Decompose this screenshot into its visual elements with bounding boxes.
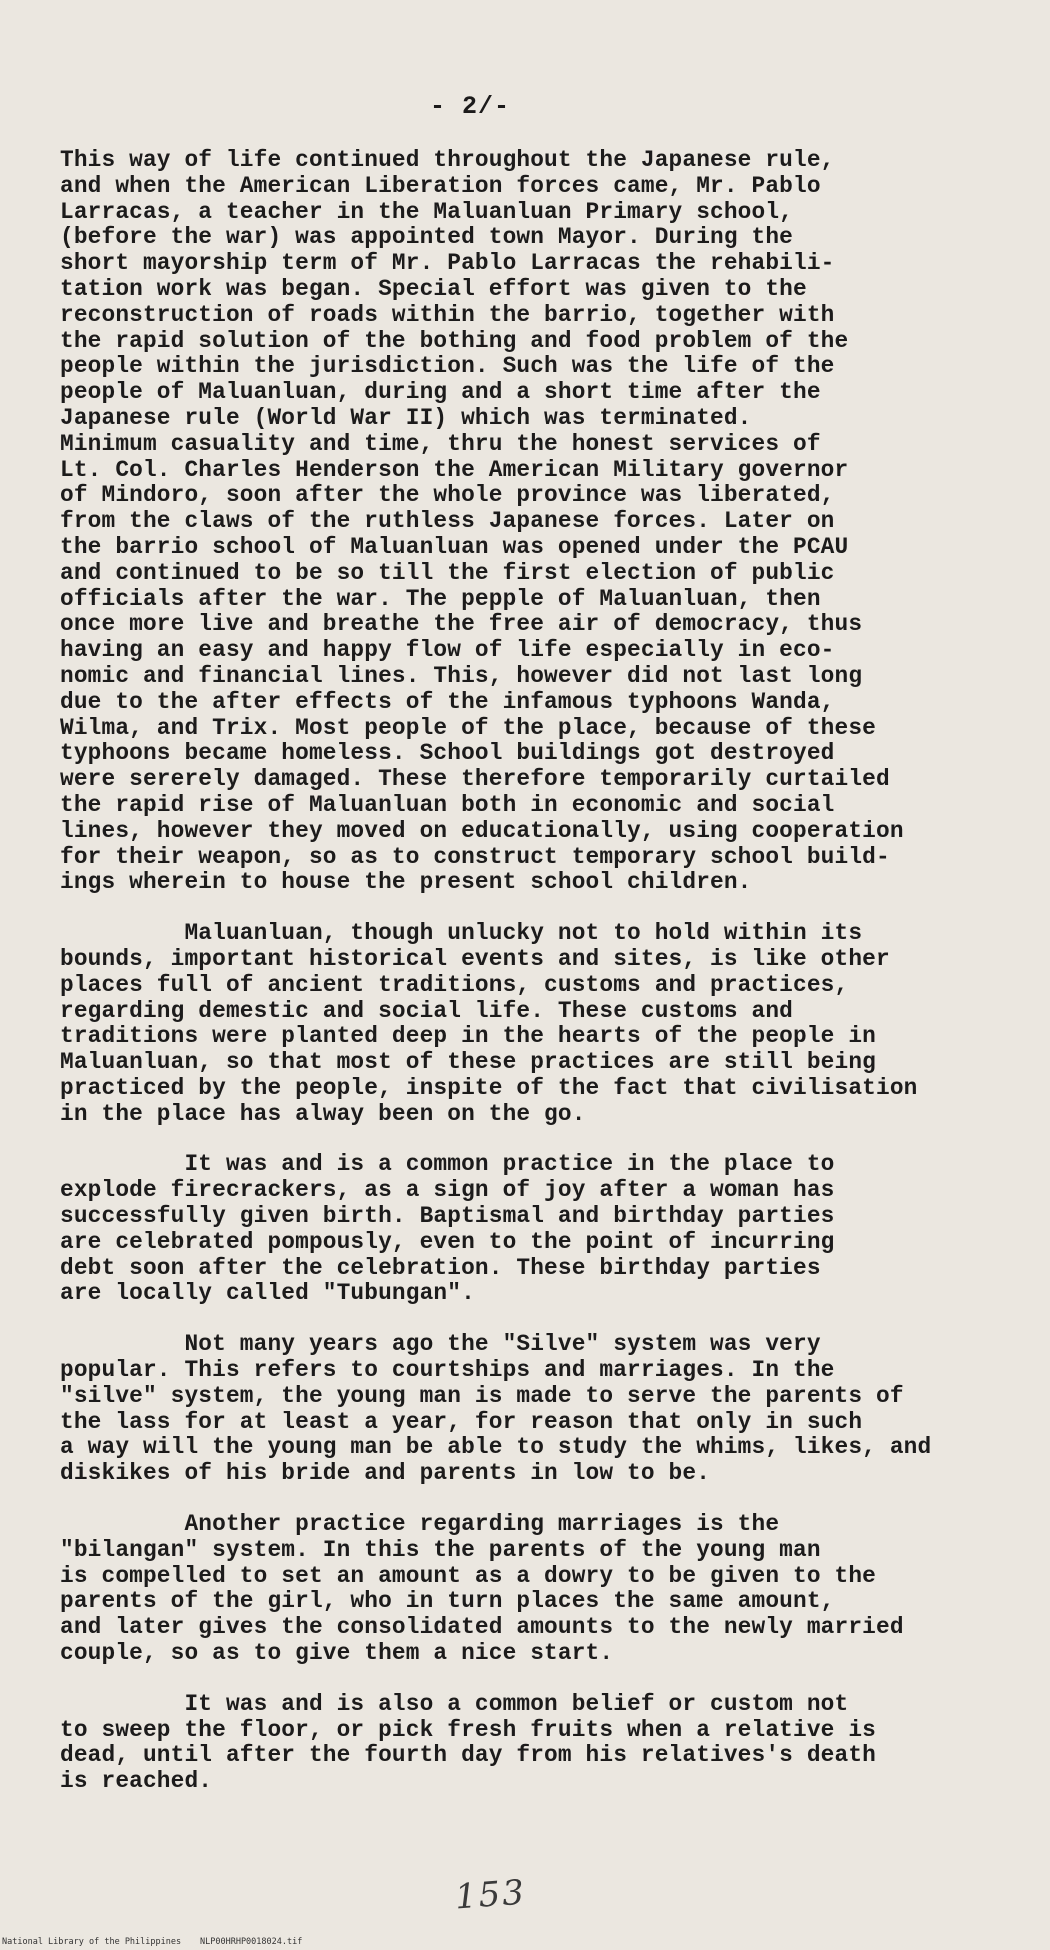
text-line: diskikes of his bride and parents in low to be. <box>60 1460 711 1487</box>
text-line: having an easy and happy flow of life especially in eco- <box>60 637 835 664</box>
text-line: places full of ancient traditions, customs and practices, <box>60 971 849 998</box>
text-line: bounds, important historical events and sites, is like other <box>60 945 890 972</box>
text-line: to sweep the floor, or pick fresh fruits when a relative is <box>60 1716 876 1743</box>
text-line: is reached. <box>60 1768 213 1795</box>
text-line: reconstruction of roads within the barrio, together with <box>60 301 835 328</box>
text-line: lines, however they moved on educationally, using cooperation <box>60 817 904 844</box>
text-line: Japanese rule (World War II) which was terminated. <box>60 404 752 431</box>
text-line: successfully given birth. Baptismal and birthday parties <box>60 1203 835 1230</box>
text-line: and continued to be so till the first election of public <box>60 559 835 586</box>
document-body <box>60 148 1035 1795</box>
text-line: in the place has alway been on the go. <box>60 1100 586 1127</box>
paragraph-4 <box>60 1332 1035 1487</box>
text-line: and when the American Liberation forces came, Mr. Pablo <box>60 172 821 199</box>
text-line: Wilma, and Trix. Most people of the place, because of these <box>60 714 876 741</box>
text-line: parents of the girl, who in turn places the same amount, <box>60 1588 835 1615</box>
text-line: the lass for at least a year, for reason that only in such <box>60 1408 863 1435</box>
paragraph-3 <box>60 1152 1035 1307</box>
text-line: typhoons became homeless. School buildings got destroyed <box>60 740 835 767</box>
text-line: a way will the young man be able to study the whims, likes, and <box>60 1434 932 1461</box>
text-line: are celebrated pompously, even to the point of incurring <box>60 1228 835 1255</box>
text-line: were sererely damaged. These therefore temporarily curtailed <box>60 766 890 793</box>
paragraph-1 <box>60 148 1035 896</box>
footer-source: National Library of the Philippines <box>2 1937 182 1947</box>
text-line: practiced by the people, inspite of the fact that civilisation <box>60 1074 918 1101</box>
text-line: for their weapon, so as to construct temporary school build- <box>60 843 890 870</box>
paragraph-6 <box>60 1692 1035 1795</box>
text-line: regarding demestic and social life. These customs and <box>60 997 794 1024</box>
text-line: tation work was began. Special effort was given to the <box>60 275 807 302</box>
text-line: the rapid rise of Maluanluan both in economic and social <box>60 791 835 818</box>
text-line: It was and is also a common belief or custom not <box>60 1690 849 1717</box>
text-line: It was and is a common practice in the place to <box>60 1151 835 1178</box>
text-line: debt soon after the celebration. These birthday parties <box>60 1254 821 1281</box>
text-line: short mayorship term of Mr. Pablo Larracas the rehabili- <box>60 250 835 277</box>
text-line: "silve" system, the young man is made to serve the parents of <box>60 1382 904 1409</box>
text-line: and later gives the consolidated amounts to the newly married <box>60 1614 904 1641</box>
text-line: officials after the war. The pepple of Maluanluan, then <box>60 585 821 612</box>
text-line: ings wherein to house the present school children. <box>60 869 752 896</box>
handwritten-page-number: 153 <box>453 1872 528 1918</box>
text-line: couple, so as to give them a nice start. <box>60 1640 614 1667</box>
text-line: the barrio school of Maluanluan was opened under the PCAU <box>60 533 849 560</box>
text-line: "bilangan" system. In this the parents of the young man <box>60 1536 821 1563</box>
text-line: Minimum casuality and time, thru the honest services of <box>60 430 821 457</box>
paragraph-2 <box>60 921 1035 1127</box>
text-line: Maluanluan, though unlucky not to hold within its <box>60 920 863 947</box>
text-line: Maluanluan, so that most of these practices are still being <box>60 1049 876 1076</box>
text-line: traditions were planted deep in the hearts of the people in <box>60 1023 876 1050</box>
text-line: people of Maluanluan, during and a short time after the <box>60 379 821 406</box>
text-line: nomic and financial lines. This, however did not last long <box>60 662 863 689</box>
text-line: Larracas, a teacher in the Maluanluan Primary school, <box>60 198 794 225</box>
text-line: Lt. Col. Charles Henderson the American Military governor <box>60 456 849 483</box>
paragraph-5 <box>60 1512 1035 1667</box>
footer-filename: NLP00HRHP0018024.tif <box>200 1937 303 1947</box>
text-line: Not many years ago the "Silve" system was very <box>60 1331 821 1358</box>
text-line: explode firecrackers, as a sign of joy after a woman has <box>60 1177 835 1204</box>
text-line: is compelled to set an amount as a dowry to be given to the <box>60 1562 876 1589</box>
text-line: dead, until after the fourth day from his relatives's death <box>60 1742 876 1769</box>
text-line: This way of life continued throughout the Japanese rule, <box>60 147 835 173</box>
text-line: (before the war) was appointed town Mayor. During the <box>60 224 794 251</box>
text-line: of Mindoro, soon after the whole province was liberated, <box>60 482 835 509</box>
text-line: Another practice regarding marriages is the <box>60 1511 780 1538</box>
text-line: the rapid solution of the bothing and food problem of the <box>60 327 849 354</box>
text-line: are locally called "Tubungan". <box>60 1280 475 1307</box>
text-line: due to the after effects of the infamous typhoons Wanda, <box>60 688 835 715</box>
text-line: once more live and breathe the free air of democracy, thus <box>60 611 863 638</box>
page-number: - 2/- <box>429 92 510 121</box>
text-line: people within the jurisdiction. Such was the life of the <box>60 353 835 380</box>
text-line: from the claws of the ruthless Japanese forces. Later on <box>60 508 835 535</box>
text-line: popular. This refers to courtships and marriages. In the <box>60 1357 835 1384</box>
